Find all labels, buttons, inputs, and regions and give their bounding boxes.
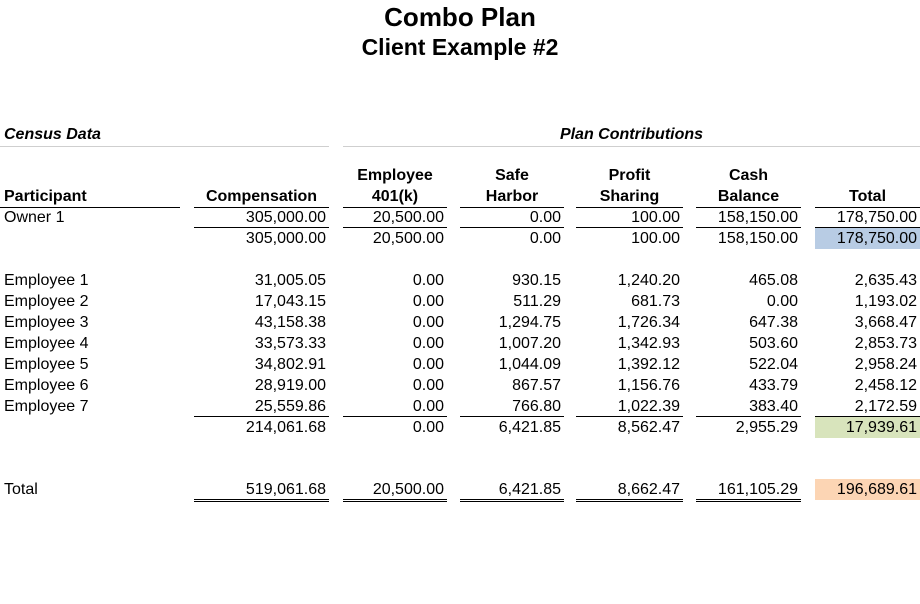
- owner-subtotal-employee-401k: 20,500.00: [372, 230, 444, 247]
- grand-total-safe-harbor: 6,421.85: [460, 479, 564, 502]
- employee-401k-value: 20,500.00: [343, 207, 447, 228]
- employee-subtotal-employee-401k: 0.00: [412, 419, 444, 436]
- header-participant-label: Participant: [4, 188, 87, 205]
- compensation-value: 34,802.91: [254, 356, 326, 373]
- profit-sharing-value: 1,156.76: [617, 377, 680, 394]
- employee-401k-value: 0.00: [412, 293, 444, 310]
- owner-subtotal-total: 178,750.00: [815, 228, 920, 249]
- participant-name: Employee 1: [4, 272, 89, 289]
- profit-sharing-value: 681.73: [631, 293, 680, 310]
- page-title: Combo Plan: [384, 2, 536, 32]
- total-value: 3,668.47: [854, 314, 917, 331]
- employee-401k-value: 0.00: [343, 396, 447, 417]
- compensation-value: 43,158.38: [254, 314, 326, 331]
- header-employee-401k-line1: Employee: [357, 167, 433, 184]
- employee-subtotal-compensation: 214,061.68: [245, 419, 326, 436]
- employee-401k-value: 0.00: [412, 335, 444, 352]
- section-census-data: Census Data: [4, 126, 101, 143]
- employee-subtotal-total: 17,939.61: [815, 417, 920, 438]
- employee-subtotal-cash-balance: 2,955.29: [735, 419, 798, 436]
- owner-subtotal-safe-harbor: 0.00: [529, 230, 561, 247]
- grand-total-total: 196,689.61: [815, 479, 920, 500]
- total-value: 2,635.43: [854, 272, 917, 289]
- participant-name: Employee 5: [4, 356, 89, 373]
- employee-subtotal-safe-harbor: 6,421.85: [498, 419, 561, 436]
- header-total: [815, 186, 920, 208]
- header-profit-sharing-line1: Profit: [608, 167, 651, 184]
- employee-401k-value: 0.00: [412, 272, 444, 289]
- owner-subtotal-compensation: 305,000.00: [245, 230, 326, 247]
- header-cash-balance: [696, 165, 801, 208]
- section-plan-contributions: Plan Contributions: [559, 126, 704, 143]
- compensation-value: 17,043.15: [254, 293, 326, 310]
- header-profit-sharing-line2: Sharing: [599, 188, 660, 205]
- grand-total-profit-sharing: 8,662.47: [576, 479, 683, 502]
- profit-sharing-value: 100.00: [576, 207, 683, 228]
- page-subtitle: Client Example #2: [361, 34, 559, 60]
- compensation-value: 33,573.33: [254, 335, 326, 352]
- profit-sharing-value: 1,392.12: [617, 356, 680, 373]
- cash-balance-value: 158,150.00: [696, 207, 801, 228]
- safe-harbor-value: 867.57: [512, 377, 561, 394]
- census-rule: [0, 146, 329, 147]
- header-profit-sharing: [576, 165, 683, 208]
- participant-name: Employee 7: [4, 398, 89, 415]
- safe-harbor-value: 930.15: [512, 272, 561, 289]
- grand-total-cash-balance: 161,105.29: [696, 479, 801, 502]
- header-safe-harbor: [460, 165, 564, 208]
- header-compensation-label: Compensation: [205, 188, 318, 205]
- profit-sharing-value: 1,022.39: [576, 396, 683, 417]
- safe-harbor-value: 766.80: [460, 396, 564, 417]
- compensation-value: 305,000.00: [194, 207, 329, 228]
- compensation-value: 31,005.05: [254, 272, 326, 289]
- header-safe-harbor-line1: Safe: [495, 167, 529, 184]
- participant-name: Employee 2: [4, 293, 89, 310]
- employee-401k-value: 0.00: [412, 356, 444, 373]
- grand-total-employee-401k: 20,500.00: [343, 479, 447, 502]
- participant-name: Employee 3: [4, 314, 89, 331]
- participant-name: Owner 1: [4, 209, 65, 226]
- owner-subtotal-profit-sharing: 100.00: [631, 230, 680, 247]
- total-value: 1,193.02: [854, 293, 917, 310]
- grand-total-compensation: 519,061.68: [194, 479, 329, 502]
- total-value: 178,750.00: [815, 207, 920, 228]
- header-total-label: Total: [848, 188, 887, 205]
- total-value: 2,853.73: [854, 335, 917, 352]
- safe-harbor-value: 0.00: [460, 207, 564, 228]
- profit-sharing-value: 1,342.93: [617, 335, 680, 352]
- safe-harbor-value: 511.29: [513, 293, 561, 310]
- header-employee-401k: [343, 165, 447, 208]
- compensation-value: 28,919.00: [254, 377, 326, 394]
- header-cash-balance-line1: Cash: [728, 167, 769, 184]
- total-value: 2,172.59: [815, 396, 920, 417]
- total-value: 2,458.12: [854, 377, 917, 394]
- header-compensation: [194, 186, 329, 208]
- header-cash-balance-line2: Balance: [717, 188, 780, 205]
- grand-total-label: Total: [4, 481, 38, 498]
- header-employee-401k-line2: 401(k): [371, 188, 419, 205]
- total-value: 2,958.24: [854, 356, 917, 373]
- safe-harbor-value: 1,007.20: [498, 335, 561, 352]
- employee-subtotal-profit-sharing: 8,562.47: [617, 419, 680, 436]
- safe-harbor-value: 1,044.09: [498, 356, 561, 373]
- header-participant: [0, 186, 180, 208]
- contributions-rule: [343, 146, 920, 147]
- cash-balance-value: 433.79: [749, 377, 798, 394]
- cash-balance-value: 383.40: [696, 396, 801, 417]
- cash-balance-value: 0.00: [766, 293, 798, 310]
- employee-401k-value: 0.00: [412, 314, 444, 331]
- owner-subtotal-cash-balance: 158,150.00: [717, 230, 798, 247]
- cash-balance-value: 647.38: [749, 314, 798, 331]
- profit-sharing-value: 1,240.20: [617, 272, 680, 289]
- cash-balance-value: 522.04: [749, 356, 798, 373]
- compensation-value: 25,559.86: [194, 396, 329, 417]
- profit-sharing-value: 1,726.34: [617, 314, 680, 331]
- cash-balance-value: 503.60: [749, 335, 798, 352]
- employee-401k-value: 0.00: [412, 377, 444, 394]
- cash-balance-value: 465.08: [749, 272, 798, 289]
- safe-harbor-value: 1,294.75: [498, 314, 561, 331]
- header-safe-harbor-line2: Harbor: [485, 188, 539, 205]
- participant-name: Employee 4: [4, 335, 89, 352]
- participant-name: Employee 6: [4, 377, 89, 394]
